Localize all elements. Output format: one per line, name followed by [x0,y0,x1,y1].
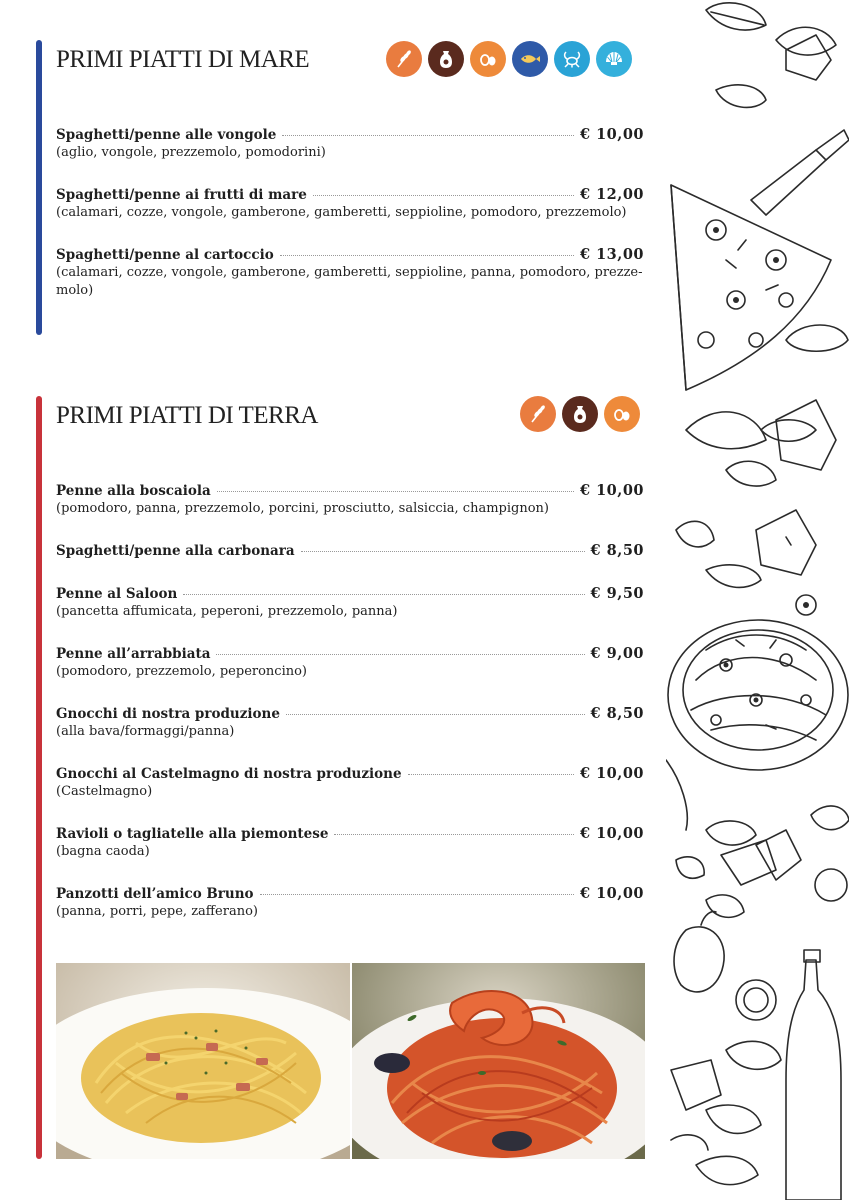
menu-item [56,645,644,681]
dot-leader [216,654,584,655]
fish-icon [512,41,548,77]
dot-leader [183,594,584,595]
dot-leader [280,255,574,256]
item-description: (calamari, cozze, vongole, gamberone, gamberetti, seppioline, panna, pomodoro, prezze-molo) [56,265,643,298]
item-name: Spaghetti/penne al cartoccio [56,247,274,263]
item-price: € 12,00 [579,186,644,203]
item-name: Spaghetti/penne alla carbonara [56,543,295,559]
item-description: (aglio, vongole, prezzemolo, pomodorini) [56,145,326,160]
dot-leader [334,834,574,835]
dot-leader [282,135,574,136]
item-price: € 8,50 [590,542,644,559]
food-sketch-illustration [666,0,849,1200]
dot-leader [217,491,574,492]
menu-item [56,825,644,861]
item-name: Penne al Saloon [56,586,178,602]
item-name: Penne alla boscaiola [56,483,211,499]
item-description: (alla bava/formaggi/panna) [56,724,235,739]
milk-jug-icon [428,41,464,77]
item-description: (bagna caoda) [56,844,150,859]
item-name: Panzotti dell’amico Bruno [56,886,254,902]
menu-item [56,126,644,162]
milk-jug-icon [562,396,598,432]
item-name: Spaghetti/penne ai frutti di mare [56,187,307,203]
menu-item [56,482,644,518]
item-description: (calamari, cozze, vongole, gamberone, gamberetti, seppioline, pomodoro, prezzemolo) [56,205,627,220]
menu-item [56,186,644,222]
dot-leader [286,714,585,715]
item-name: Gnocchi al Castelmagno di nostra produzione [56,766,402,782]
item-price: € 9,00 [590,645,644,662]
eggs-icon [470,41,506,77]
dot-leader [260,894,574,895]
menu-item [56,705,644,741]
menu-item [56,765,644,801]
section-accent-bar-mare [36,40,42,335]
item-description: (panna, porri, pepe, zafferano) [56,904,258,919]
item-name: Gnocchi di nostra produzione [56,706,280,722]
menu-item [56,885,644,921]
item-price: € 10,00 [579,126,644,143]
item-description: (pancetta affumicata, peperoni, prezzemolo, panna) [56,604,398,619]
item-description: (pomodoro, panna, prezzemolo, porcini, prosciutto, salsiccia, champignon) [56,501,549,516]
section-title-terra: PRIMI PIATTI DI TERRA [56,402,318,429]
dot-leader [408,774,574,775]
menu-item [56,246,644,300]
seafood-spaghetti-photo [352,963,645,1159]
crab-icon [554,41,590,77]
item-price: € 10,00 [579,482,644,499]
shell-icon [596,41,632,77]
eggs-icon [604,396,640,432]
item-price: € 10,00 [579,765,644,782]
section-accent-bar-terra [36,396,42,1159]
dot-leader [301,551,585,552]
item-name: Spaghetti/penne alle vongole [56,127,277,143]
item-price: € 10,00 [579,825,644,842]
allergen-icons-terra [520,396,640,432]
item-price: € 13,00 [579,246,644,263]
item-description: (Castelmagno) [56,784,153,799]
item-name: Ravioli o tagliatelle alla piemontese [56,826,329,842]
item-price: € 8,50 [590,705,644,722]
wheat-icon [386,41,422,77]
dot-leader [313,195,574,196]
item-description: (pomodoro, prezzemolo, peperoncino) [56,664,308,679]
item-price: € 10,00 [579,885,644,902]
item-price: € 9,50 [590,585,644,602]
section-title-mare: PRIMI PIATTI DI MARE [56,46,310,73]
menu-item [56,542,644,559]
allergen-icons-mare [386,41,632,77]
item-name: Penne all’arrabbiata [56,646,211,662]
menu-item [56,585,644,621]
wheat-icon [520,396,556,432]
carbonara-photo [56,963,350,1159]
